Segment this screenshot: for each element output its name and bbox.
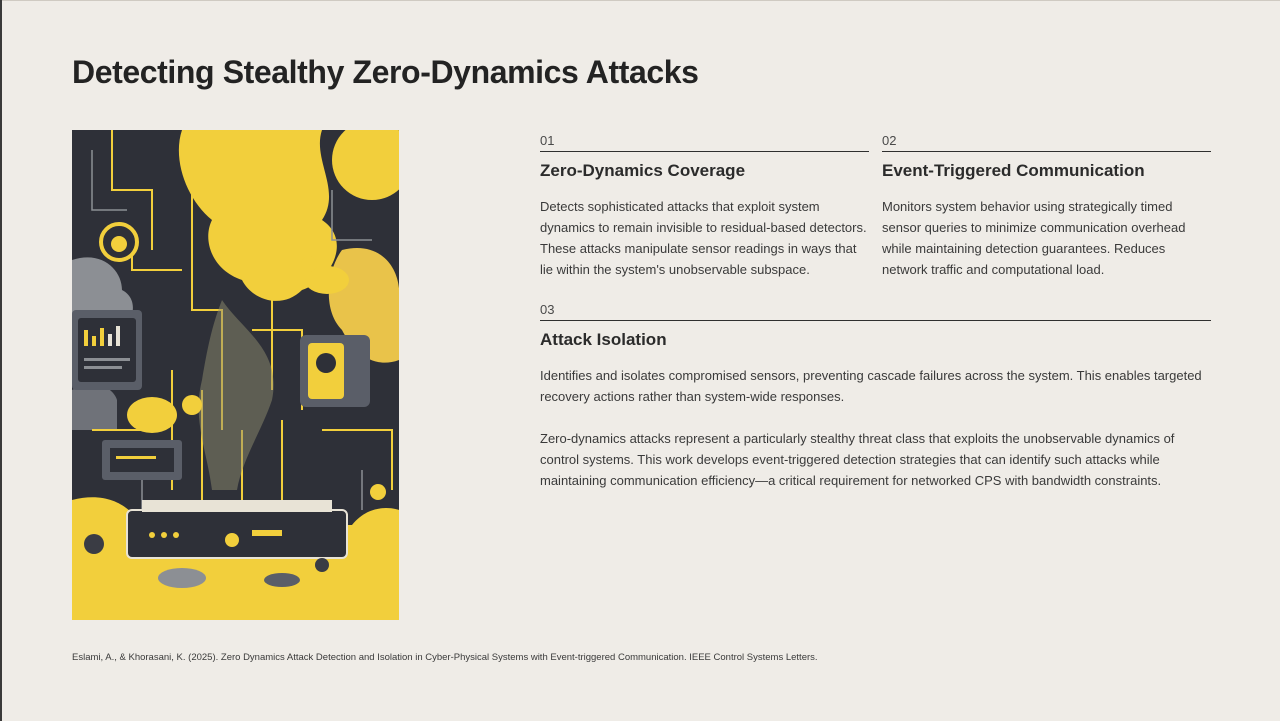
circuit-robot-illustration [72,130,399,620]
feature-attack-isolation [540,302,1211,407]
feature-description: Identifies and isolates compromised sensors, preventing cascade failures across the system. This enables targeted recovery actions rather than system-wide responses. [540,368,1202,404]
frame-left-border [0,0,2,721]
feature-title: Event-Triggered Communication [882,161,1145,180]
frame-top-border [0,0,1280,1]
feature-title: Attack Isolation [540,330,667,349]
feature-zero-dynamics-coverage [540,133,869,280]
feature-number: 03 [540,302,1211,321]
feature-number: 02 [882,133,1211,152]
summary-paragraph: Zero-dynamics attacks represent a particularly stealthy threat class that exploits the unobservable dynamics of control systems. This work develops event-triggered detection strategies that can identify such attacks while maintaining communication efficiency—a critical requirement for networked CPS with bandwidth constraints. [540,431,1175,488]
feature-number: 01 [540,133,869,152]
feature-event-triggered-communication [882,133,1211,280]
citation: Eslami, A., & Khorasani, K. (2025). Zero Dynamics Attack Detection and Isolation in Cyber-Physical Systems with Event-triggered Communication. IEEE Control Systems Letters. [72,652,818,663]
feature-description: Detects sophisticated attacks that exploit system dynamics to remain invisible to residual-based detectors. These attacks manipulate sensor readings in ways that lie within the system's unobservable subspace. [540,199,867,277]
feature-description: Monitors system behavior using strategically timed sensor queries to minimize communication overhead while maintaining detection guarantees. Reduces network traffic and computational load. [882,199,1186,277]
page-title: Detecting Stealthy Zero-Dynamics Attacks [72,54,699,90]
feature-title: Zero-Dynamics Coverage [540,161,746,180]
